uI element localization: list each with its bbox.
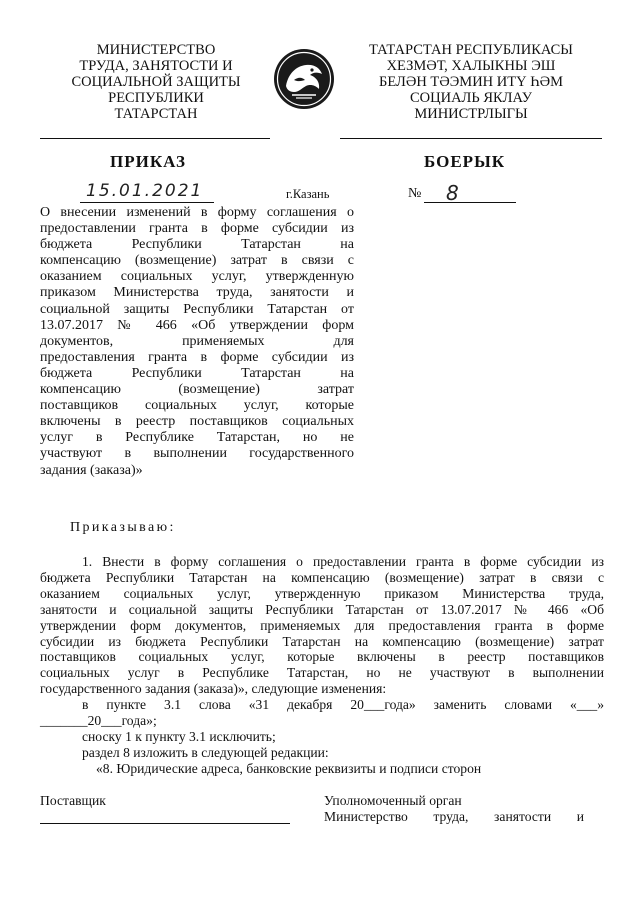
subject-line: участвуют в выполнении государственного [40,446,354,462]
order-city: г.Казань [286,187,330,201]
order-date: 15.01.2021 [86,181,204,201]
subject-line: предоставлении гранта в форме субсидии из [40,221,354,237]
order-subject [40,205,354,479]
subject-line: предоставления гранта в форме субсидии из [40,349,354,365]
order-number: 8 [446,181,459,205]
body-line: 1. Внести в форму соглашения о предоставлении гранта в форме субсидии из [82,554,604,569]
authority-name: Министерство труда, занятости и [324,809,584,824]
subject-line: социальной защиты Республики Татарстан от [40,301,354,317]
supplier-signature-line [40,823,290,824]
header-right-line: МИНИСТРЛЫГЫ [414,106,528,122]
header-right-line: СОЦИАЛЬ ЯКЛАУ [410,90,532,106]
order-title-tt: БОЕРЫК [424,152,506,171]
body-line: государственного задания (заказа)», следующие изменения: [40,681,387,697]
subject-line: оказанием социальных услуг, утвержденную [40,269,354,285]
subject-line: приказом Министерства труда, занятости и [40,285,354,301]
order-number-label: № [408,186,422,201]
header-right [340,42,602,122]
change-line: «8. Юридические адреса, банковские реквизиты и подписи сторон [96,760,482,776]
order-body [40,554,604,697]
header-right-line: БЕЛӘН ТӘЭМИН ИТҮ ҺӘМ [379,74,563,90]
body-line: поставщиков социальных услуг, которые включены в реестр поставщиков [40,649,604,665]
change-line: раздел 8 изложить в следующей редакции: [82,744,329,760]
subject-line: бюджета Республики Татарстан на [40,237,354,253]
body-line: занятости и социальной защиты Республики Татарстан от 13.07.2017 № 466 «Об [40,601,604,617]
header-left-line: ТРУДА, ЗАНЯТОСТИ И [79,58,233,74]
order-title-ru: ПРИКАЗ [110,152,186,171]
body-line: социальных услуг в Республике Татарстан, но не участвуют в выполнении [40,665,604,681]
change-list [40,697,604,777]
subject-line: включены в реестр поставщиков социальных [40,414,354,430]
header-left [40,42,272,122]
header-left-line: МИНИСТЕРСТВО [96,42,216,58]
header-right-line: ТАТАРСТАН РЕСПУБЛИКАСЫ [369,42,573,58]
header-rule-left [40,138,270,139]
header-rule-right [340,138,602,139]
change-line: сноску 1 к пункту 3.1 исключить; [82,728,276,744]
change-line: в пункте 3.1 слова «31 декабря 20___года» заменить словами «___» [82,697,604,712]
subject-line: О внесении изменений в форму соглашения о [40,205,354,220]
subject-line: компенсацию (возмещение) затрат [40,382,354,398]
subject-line: задания (заказа)» [40,462,143,478]
body-line: субсидии из бюджета Республики Татарстан на компенсацию (возмещение) затрат [40,633,604,649]
authority-label: Уполномоченный орган [324,793,462,808]
body-line: оказанием социальных услуг, утвержденную приказом Министерства труда, [40,585,604,601]
subject-line: бюджета Республики Татарстан на [40,365,354,381]
header-left-line: РЕСПУБЛИКИ [108,90,204,106]
change-line: _______20___года»; [40,712,157,728]
subject-line: услуг в Республике Татарстан, но не [40,430,354,446]
subject-line: 13.07.2017 № 466 «Об утверждении форм [40,317,354,333]
directive: Приказываю: [70,520,176,535]
header-right-line: ХЕЗМӘТ, ХАЛЫКНЫ ЭШ [386,58,556,74]
subject-line: поставщиков социальных услуг, которые [40,398,354,414]
subject-line: документов, применяемых для [40,333,354,349]
header-left-line: ТАТАРСТАН [114,106,198,122]
body-line: утверждении форм документов, применяемых для предоставления гранта в форме [40,617,604,633]
header-left-line: СОЦИАЛЬНОЙ ЗАЩИТЫ [71,74,241,90]
coat-of-arms-icon [272,46,336,112]
body-line: бюджета Республики Татарстан на компенсацию (возмещение) затрат в связи с [40,569,604,585]
number-underline [424,202,516,203]
subject-line: компенсацию (возмещение) затрат в связи с [40,253,354,269]
date-underline [80,202,214,203]
supplier-label: Поставщик [40,793,106,808]
